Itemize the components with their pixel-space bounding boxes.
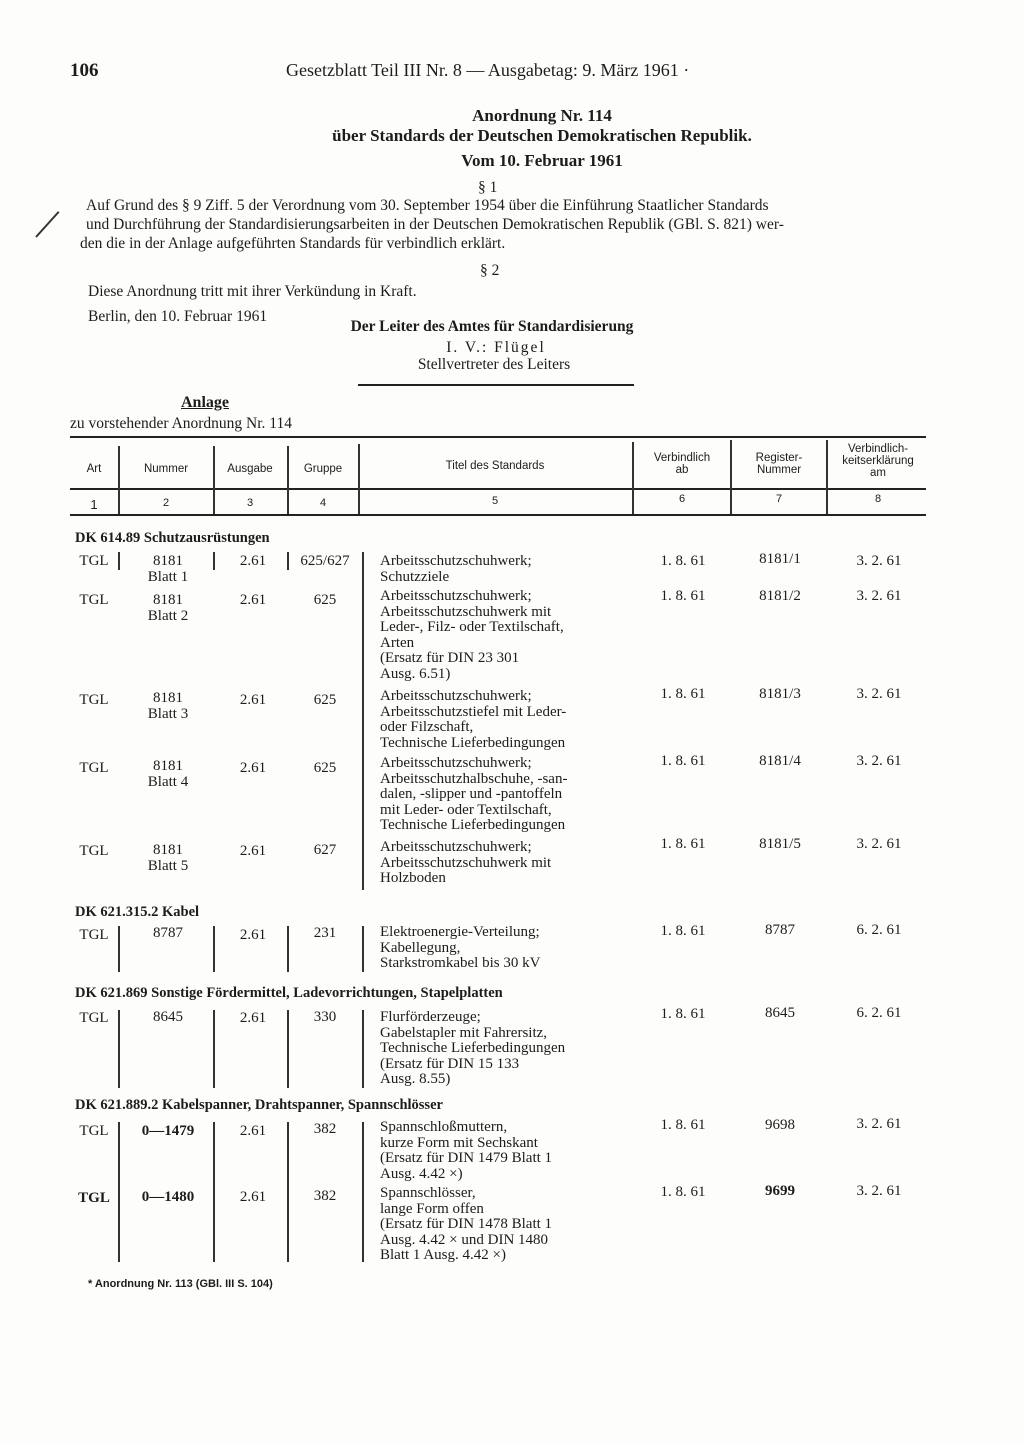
ordinance-subtitle: über Standards der Deutschen Demokratischen Republik. xyxy=(332,126,752,145)
table-cell-erklaerung: 6. 2. 61 xyxy=(856,1005,902,1021)
table-cell-art: TGL xyxy=(79,592,109,608)
section-2-text: Diese Anordnung tritt mit ihrer Verkündung in Kraft. xyxy=(88,283,417,300)
section-1-line: und Durchführung der Standardisierungsarbeiten in der Deutschen Demokratischen Republik (GBl. S. 821) wer- xyxy=(86,216,784,233)
header-register-nummer: Register- Nummer xyxy=(755,452,803,476)
table-cell-register: 9699 xyxy=(765,1183,795,1199)
dk-group-heading: DK 621.869 Sonstige Fördermittel, Ladevorrichtungen, Stapelplatten xyxy=(75,985,503,1001)
table-rule-numbers xyxy=(70,514,926,516)
table-cell-gruppe: 625/627 xyxy=(300,553,350,569)
column-number: 8 xyxy=(874,493,882,505)
ordinance-title: Anordnung Nr. 114 xyxy=(472,106,612,125)
ordinance-date: Vom 10. Februar 1961 xyxy=(461,151,623,170)
section-1-heading: § 1 xyxy=(478,179,498,196)
dk-group-heading: DK 614.89 Schutzausrüstungen xyxy=(75,530,270,546)
column-number: 6 xyxy=(678,493,686,505)
table-cell-titel: Arbeitsschutzschuhwerk; Arbeitsschutzstiefel mit Leder- oder Filzschaft, Technische Lieferbedingungen xyxy=(380,688,567,751)
table-cell-gruppe: 625 xyxy=(313,592,337,608)
table-cell-register: 8787 xyxy=(765,922,795,938)
table-cell-titel: Elektroenergie-Verteilung; Kabellegung, Starkstromkabel bis 30 kV xyxy=(380,924,541,971)
signature-name: I. V.: Flügel xyxy=(446,339,546,356)
table-cell-nummer: 8181 Blatt 3 xyxy=(147,690,189,722)
table-cell-nummer: 8181 Blatt 4 xyxy=(147,758,189,790)
header-gruppe: Gruppe xyxy=(303,463,343,475)
table-cell-verbindlich-ab: 1. 8. 61 xyxy=(660,1184,706,1200)
table-cell-gruppe: 625 xyxy=(313,760,337,776)
table-cell-titel: Arbeitsschutzschuhwerk; Arbeitsschutzschuhwerk mit Leder-, Filz- oder Textilschaft, Arten (Ersatz für DIN 23 301 Ausg. 6.51) xyxy=(380,588,564,682)
column-divider xyxy=(118,1122,120,1262)
table-cell-ausgabe: 2.61 xyxy=(239,692,267,708)
divider xyxy=(358,384,634,386)
table-cell-art: TGL xyxy=(79,692,109,708)
footnote: * Anordnung Nr. 113 (GBl. III S. 104) xyxy=(88,1278,273,1290)
table-rule-header xyxy=(70,488,926,490)
header-nummer: Nummer xyxy=(143,463,189,475)
header-ausgabe: Ausgabe xyxy=(227,463,273,475)
column-number: 4 xyxy=(319,497,327,509)
table-cell-titel: Arbeitsschutzschuhwerk; Arbeitsschutzhalbschuhe, -san- dalen, -slipper und -pantoffeln mit Leder- oder Textilschaft, Technische Lieferbedingungen xyxy=(380,755,568,833)
column-number: 1 xyxy=(90,497,98,512)
header-verbindlichkeitserklaerung: Verbindlich- keitserklärung am xyxy=(842,443,914,479)
table-cell-erklaerung: 3. 2. 61 xyxy=(856,1116,902,1132)
dk-group-heading: DK 621.889.2 Kabelspanner, Drahtspanner, Spannschlösser xyxy=(75,1097,443,1113)
table-cell-register: 8181/1 xyxy=(759,551,801,567)
header-art: Art xyxy=(86,463,102,475)
column-divider xyxy=(118,926,120,972)
dk-group-heading: DK 621.315.2 Kabel xyxy=(75,904,200,920)
column-number: 2 xyxy=(162,497,170,509)
table-cell-gruppe: 382 xyxy=(313,1121,337,1137)
table-cell-register: 8645 xyxy=(765,1005,795,1021)
table-cell-verbindlich-ab: 1. 8. 61 xyxy=(660,1006,706,1022)
table-cell-ausgabe: 2.61 xyxy=(239,760,267,776)
section-2-heading: § 2 xyxy=(480,262,500,279)
table-cell-nummer: 8181 Blatt 5 xyxy=(147,842,189,874)
column-divider xyxy=(362,1122,364,1262)
table-cell-art: TGL xyxy=(79,927,109,943)
table-cell-nummer: 0—1480 xyxy=(141,1189,195,1205)
table-cell-gruppe: 627 xyxy=(313,842,337,858)
header-verbindlich-ab: Verbindlich ab xyxy=(653,452,711,476)
table-cell-gruppe: 625 xyxy=(313,692,337,708)
column-divider xyxy=(362,1010,364,1088)
signature-authority: Der Leiter des Amtes für Standardisierung xyxy=(350,318,634,335)
column-divider xyxy=(118,552,120,570)
table-cell-verbindlich-ab: 1. 8. 61 xyxy=(660,923,706,939)
table-cell-register: 8181/4 xyxy=(759,753,801,769)
header-titel: Titel des Standards xyxy=(445,460,545,472)
table-cell-register: 9698 xyxy=(765,1117,795,1133)
table-cell-verbindlich-ab: 1. 8. 61 xyxy=(660,836,706,852)
table-cell-register: 8181/2 xyxy=(759,588,801,604)
table-cell-verbindlich-ab: 1. 8. 61 xyxy=(660,753,706,769)
table-cell-erklaerung: 3. 2. 61 xyxy=(856,686,902,702)
table-cell-titel: Arbeitsschutzschuhwerk; Arbeitsschutzschuhwerk mit Holzboden xyxy=(380,839,552,886)
table-cell-erklaerung: 3. 2. 61 xyxy=(856,1183,902,1199)
column-divider xyxy=(362,552,364,890)
table-cell-erklaerung: 3. 2. 61 xyxy=(856,836,902,852)
table-cell-verbindlich-ab: 1. 8. 61 xyxy=(660,1117,706,1133)
page-number: 106 xyxy=(70,60,99,81)
table-cell-titel: Arbeitsschutzschuhwerk; Schutzziele xyxy=(380,553,532,585)
table-cell-ausgabe: 2.61 xyxy=(239,927,267,943)
table-cell-ausgabe: 2.61 xyxy=(239,553,267,569)
table-cell-ausgabe: 2.61 xyxy=(239,1189,267,1205)
table-cell-art: TGL xyxy=(79,760,109,776)
table-cell-titel: Spannschlösser, lange Form offen (Ersatz für DIN 1478 Blatt 1 Ausg. 4.42 × und DIN 1480 Blatt 1 Ausg. 4.42 ×) xyxy=(380,1185,553,1263)
table-cell-art: TGL xyxy=(78,1190,110,1206)
section-1-line: den die in der Anlage aufgeführten Standards für verbindlich erklärt. xyxy=(80,235,506,252)
table-cell-verbindlich-ab: 1. 8. 61 xyxy=(660,686,706,702)
table-cell-art: TGL xyxy=(79,1123,109,1139)
table-cell-verbindlich-ab: 1. 8. 61 xyxy=(660,588,706,604)
signature-role: Stellvertreter des Leiters xyxy=(417,356,571,373)
table-cell-erklaerung: 3. 2. 61 xyxy=(856,588,902,604)
table-cell-gruppe: 382 xyxy=(313,1188,337,1204)
place-date: Berlin, den 10. Februar 1961 xyxy=(88,308,268,325)
table-cell-nummer: 8645 xyxy=(153,1009,183,1025)
anlage-subheading: zu vorstehender Anordnung Nr. 114 xyxy=(70,415,292,432)
column-divider xyxy=(118,1010,120,1088)
table-cell-ausgabe: 2.61 xyxy=(239,592,267,608)
table-cell-erklaerung: 3. 2. 61 xyxy=(856,753,902,769)
table-rule-top xyxy=(70,436,926,438)
table-cell-verbindlich-ab: 1. 8. 61 xyxy=(660,553,706,569)
anlage-heading: Anlage xyxy=(181,394,229,411)
column-number: 7 xyxy=(775,493,783,505)
margin-mark xyxy=(35,211,59,238)
table-cell-register: 8181/3 xyxy=(759,686,801,702)
table-cell-gruppe: 231 xyxy=(313,925,337,941)
table-cell-titel: Flurförderzeuge; Gabelstapler mit Fahrersitz, Technische Lieferbedingungen (Ersatz für DIN 15 133 Ausg. 8.55) xyxy=(380,1009,566,1087)
table-cell-ausgabe: 2.61 xyxy=(239,1123,267,1139)
column-divider xyxy=(362,926,364,972)
table-cell-register: 8181/5 xyxy=(759,836,801,852)
table-cell-nummer: 8181 Blatt 1 xyxy=(147,553,189,585)
table-cell-ausgabe: 2.61 xyxy=(239,843,267,859)
section-1-line: Auf Grund des § 9 Ziff. 5 der Verordnung vom 30. September 1954 über die Einführung Staatlicher Standards xyxy=(86,197,769,214)
table-cell-nummer: 8181 Blatt 2 xyxy=(147,592,189,624)
table-cell-titel: Spannschloßmuttern, kurze Form mit Sechskant (Ersatz für DIN 1479 Blatt 1 Ausg. 4.42 ×) xyxy=(380,1119,553,1182)
table-cell-art: TGL xyxy=(79,1010,109,1026)
table-cell-ausgabe: 2.61 xyxy=(239,1010,267,1026)
table-cell-nummer: 8787 xyxy=(153,925,183,941)
running-head: Gesetzblatt Teil III Nr. 8 — Ausgabetag: 9. März 1961 · xyxy=(286,60,690,80)
column-number: 5 xyxy=(491,495,499,507)
table-cell-art: TGL xyxy=(79,553,109,569)
table-cell-gruppe: 330 xyxy=(313,1009,337,1025)
column-number: 3 xyxy=(246,497,254,509)
table-cell-art: TGL xyxy=(79,843,109,859)
table-cell-erklaerung: 6. 2. 61 xyxy=(856,922,902,938)
table-cell-erklaerung: 3. 2. 61 xyxy=(856,553,902,569)
table-cell-nummer: 0—1479 xyxy=(141,1123,195,1139)
